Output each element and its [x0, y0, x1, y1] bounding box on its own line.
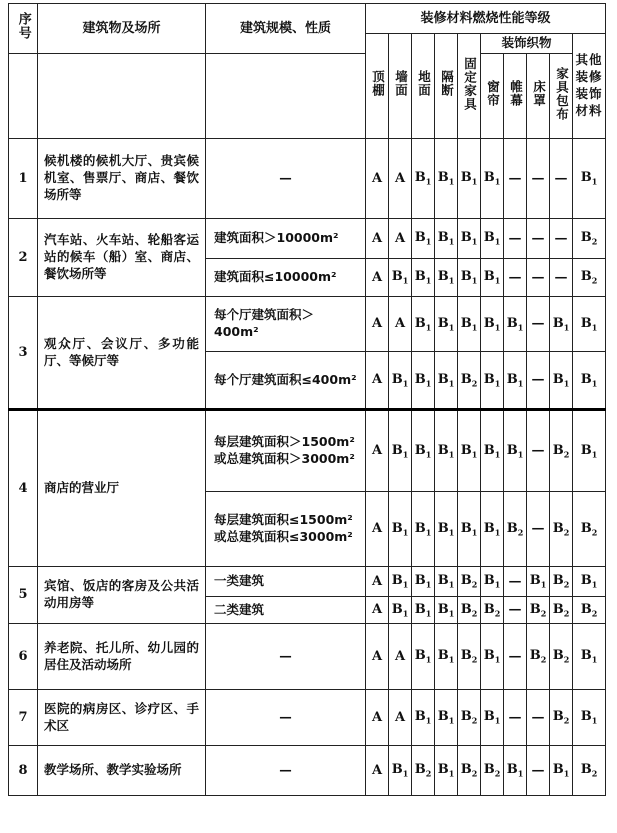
building-scale: 每层建筑面积＞1500m²或总建筑面积＞3000m²: [206, 410, 366, 492]
building-header: 建筑物及场所: [38, 4, 206, 54]
grade-cell: $B_2$: [412, 746, 435, 796]
grade-cell: $B_2$: [550, 597, 573, 624]
building-scale: 一类建筑: [206, 567, 366, 597]
grade-cell: $B_1$: [435, 597, 458, 624]
col-floor: 地面: [412, 34, 435, 139]
grade-cell: A: [366, 410, 389, 492]
grade-cell: $B_1$: [412, 139, 435, 219]
grade-cell: $B_2$: [458, 567, 481, 597]
building-name: 医院的病房区、诊疗区、手术区: [38, 690, 206, 746]
textile-group-header: 装饰织物: [481, 34, 573, 54]
grade-cell: A: [389, 624, 412, 690]
building-scale: —: [206, 624, 366, 690]
table-row: [9, 410, 606, 492]
fire-rating-table: [8, 3, 606, 796]
grade-cell: $B_2$: [550, 567, 573, 597]
building-name: 商店的营业厅: [38, 410, 206, 567]
grade-cell: $B_1$: [412, 352, 435, 410]
row-number: 1: [9, 139, 38, 219]
grade-cell: —: [550, 259, 573, 297]
grade-cell: $B_1$: [435, 352, 458, 410]
grade-cell: —: [550, 139, 573, 219]
grade-cell: $B_1$: [481, 139, 504, 219]
grade-cell: $B_1$: [481, 567, 504, 597]
grade-cell: $B_1$: [435, 690, 458, 746]
col-drape: 帷幕: [504, 54, 527, 139]
grade-cell: $B_1$: [435, 492, 458, 567]
grade-cell: $B_1$: [481, 492, 504, 567]
grade-cell: $B_1$: [435, 139, 458, 219]
grade-cell: —: [504, 624, 527, 690]
grade-cell: A: [366, 597, 389, 624]
building-scale: —: [206, 690, 366, 746]
grade-cell: $B_2$: [458, 352, 481, 410]
grade-cell: —: [527, 690, 550, 746]
grade-cell: $B_2$: [573, 219, 606, 259]
grade-cell: —: [527, 219, 550, 259]
grade-cell: $B_2$: [527, 597, 550, 624]
col-partition: 隔断: [435, 34, 458, 139]
grade-cell: $B_1$: [481, 352, 504, 410]
grade-cell: $B_2$: [458, 597, 481, 624]
grade-cell: $B_1$: [458, 139, 481, 219]
seq-header-cont: [9, 54, 38, 139]
grade-cell: $B_1$: [458, 219, 481, 259]
grade-cell: —: [504, 219, 527, 259]
grade-cell: $B_1$: [481, 297, 504, 352]
grade-cell: $B_1$: [481, 219, 504, 259]
grade-cell: $B_1$: [481, 624, 504, 690]
building-scale: 每层建筑面积≤1500m²或总建筑面积≤3000m²: [206, 492, 366, 567]
grade-cell: $B_1$: [481, 410, 504, 492]
col-upholstery: 家具包布: [550, 54, 573, 139]
grade-cell: $B_1$: [412, 690, 435, 746]
grade-cell: A: [366, 219, 389, 259]
grade-cell: A: [366, 259, 389, 297]
grade-cell: $B_1$: [573, 624, 606, 690]
grade-cell: $B_1$: [550, 352, 573, 410]
grade-cell: —: [504, 139, 527, 219]
building-header-cont: [38, 54, 206, 139]
grade-cell: $B_1$: [504, 746, 527, 796]
grade-cell: —: [550, 219, 573, 259]
grade-cell: $B_1$: [412, 597, 435, 624]
grade-cell: $B_1$: [389, 352, 412, 410]
grade-cell: A: [366, 624, 389, 690]
row-number: 8: [9, 746, 38, 796]
grade-cell: $B_1$: [550, 297, 573, 352]
building-name: 观众厅、会议厅、多功能厅、等候厅等: [38, 297, 206, 410]
col-curtain: 窗帘: [481, 54, 504, 139]
grade-cell: $B_1$: [389, 567, 412, 597]
table-row: [9, 297, 606, 352]
grade-cell: A: [389, 139, 412, 219]
building-scale: 每个厅建筑面积≤400m²: [206, 352, 366, 410]
grade-cell: $B_2$: [527, 624, 550, 690]
grade-cell: —: [504, 567, 527, 597]
grade-cell: $B_1$: [573, 410, 606, 492]
grade-cell: A: [389, 690, 412, 746]
grade-cell: —: [527, 139, 550, 219]
col-bedcover: 床罩: [527, 54, 550, 139]
table-row: [9, 567, 606, 597]
row-number: 6: [9, 624, 38, 690]
grade-cell: —: [527, 410, 550, 492]
row-number: 3: [9, 297, 38, 410]
grade-cell: A: [366, 567, 389, 597]
grade-cell: $B_2$: [481, 597, 504, 624]
grade-cell: $B_1$: [573, 139, 606, 219]
grade-cell: $B_1$: [458, 259, 481, 297]
grade-cell: $B_1$: [458, 410, 481, 492]
grade-cell: $B_1$: [412, 567, 435, 597]
grade-cell: $B_2$: [550, 410, 573, 492]
grade-cell: $B_1$: [435, 567, 458, 597]
grade-cell: —: [504, 690, 527, 746]
table-row: [9, 139, 606, 219]
grade-cell: $B_2$: [481, 746, 504, 796]
grade-cell: $B_2$: [573, 259, 606, 297]
row-number: 5: [9, 567, 38, 624]
grade-cell: $B_1$: [389, 492, 412, 567]
grade-cell: $B_1$: [573, 297, 606, 352]
grade-cell: A: [389, 297, 412, 352]
grade-cell: —: [527, 492, 550, 567]
building-scale: 每个厅建筑面积＞400m²: [206, 297, 366, 352]
grade-cell: A: [366, 297, 389, 352]
grade-cell: $B_1$: [412, 219, 435, 259]
grade-cell: $B_1$: [481, 690, 504, 746]
building-scale: 建筑面积＞10000m²: [206, 219, 366, 259]
row-number: 7: [9, 690, 38, 746]
grade-cell: $B_1$: [412, 624, 435, 690]
col-other: 其他装修装饰材料: [573, 34, 606, 139]
grade-cell: —: [527, 259, 550, 297]
grade-cell: A: [366, 746, 389, 796]
building-name: 汽车站、火车站、轮船客运站的候车（船）室、商店、餐饮场所等: [38, 219, 206, 297]
grade-group-header: 装修材料燃烧性能等级: [366, 4, 606, 34]
grade-cell: A: [366, 352, 389, 410]
table-row: [9, 690, 606, 746]
grade-cell: $B_1$: [550, 746, 573, 796]
grade-cell: $B_1$: [412, 259, 435, 297]
building-name: 宾馆、饭店的客房及公共活动用房等: [38, 567, 206, 624]
grade-cell: $B_2$: [458, 690, 481, 746]
grade-cell: $B_2$: [504, 492, 527, 567]
grade-cell: $B_2$: [458, 746, 481, 796]
table-row: [9, 746, 606, 796]
grade-cell: $B_1$: [458, 297, 481, 352]
grade-cell: A: [389, 219, 412, 259]
grade-cell: $B_1$: [412, 492, 435, 567]
grade-cell: $B_1$: [573, 352, 606, 410]
col-furniture: 固定家具: [458, 34, 481, 139]
grade-cell: $B_1$: [504, 297, 527, 352]
grade-cell: $B_2$: [573, 746, 606, 796]
building-scale: —: [206, 746, 366, 796]
grade-cell: $B_2$: [550, 690, 573, 746]
building-name: 候机楼的候机大厅、贵宾候机室、售票厅、商店、餐饮场所等: [38, 139, 206, 219]
grade-cell: $B_2$: [550, 492, 573, 567]
building-scale: 二类建筑: [206, 597, 366, 624]
grade-cell: —: [527, 352, 550, 410]
grade-cell: $B_1$: [573, 567, 606, 597]
grade-cell: $B_1$: [527, 567, 550, 597]
grade-cell: $B_2$: [458, 624, 481, 690]
grade-cell: $B_1$: [504, 352, 527, 410]
grade-cell: $B_1$: [435, 297, 458, 352]
grade-cell: $B_1$: [435, 259, 458, 297]
grade-cell: $B_1$: [389, 597, 412, 624]
grade-cell: A: [366, 492, 389, 567]
grade-cell: $B_1$: [435, 746, 458, 796]
grade-cell: $B_1$: [412, 297, 435, 352]
grade-cell: —: [504, 597, 527, 624]
grade-cell: —: [527, 297, 550, 352]
building-scale: —: [206, 139, 366, 219]
building-scale: 建筑面积≤10000m²: [206, 259, 366, 297]
grade-cell: $B_1$: [435, 624, 458, 690]
row-number: 2: [9, 219, 38, 297]
grade-cell: $B_2$: [573, 597, 606, 624]
table-row: [9, 624, 606, 690]
grade-cell: $B_1$: [389, 746, 412, 796]
scale-header-cont: [206, 54, 366, 139]
grade-cell: $B_1$: [573, 690, 606, 746]
grade-cell: $B_1$: [412, 410, 435, 492]
grade-cell: $B_1$: [504, 410, 527, 492]
table-body: [9, 139, 606, 796]
grade-cell: $B_2$: [573, 492, 606, 567]
grade-cell: $B_1$: [481, 259, 504, 297]
grade-cell: —: [527, 746, 550, 796]
col-wall: 墙面: [389, 34, 412, 139]
row-number: 4: [9, 410, 38, 567]
seq-header: 序号: [9, 4, 38, 54]
grade-cell: $B_1$: [435, 219, 458, 259]
building-name: 养老院、托儿所、幼儿园的居住及活动场所: [38, 624, 206, 690]
grade-cell: $B_1$: [389, 410, 412, 492]
grade-cell: —: [504, 259, 527, 297]
grade-cell: $B_1$: [389, 259, 412, 297]
grade-cell: $B_2$: [550, 624, 573, 690]
col-ceiling: 顶棚: [366, 34, 389, 139]
grade-cell: $B_1$: [458, 492, 481, 567]
grade-cell: A: [366, 690, 389, 746]
building-name: 教学场所、教学实验场所: [38, 746, 206, 796]
table-row: [9, 219, 606, 259]
grade-cell: $B_1$: [435, 410, 458, 492]
grade-cell: A: [366, 139, 389, 219]
scale-header: 建筑规模、性质: [206, 4, 366, 54]
